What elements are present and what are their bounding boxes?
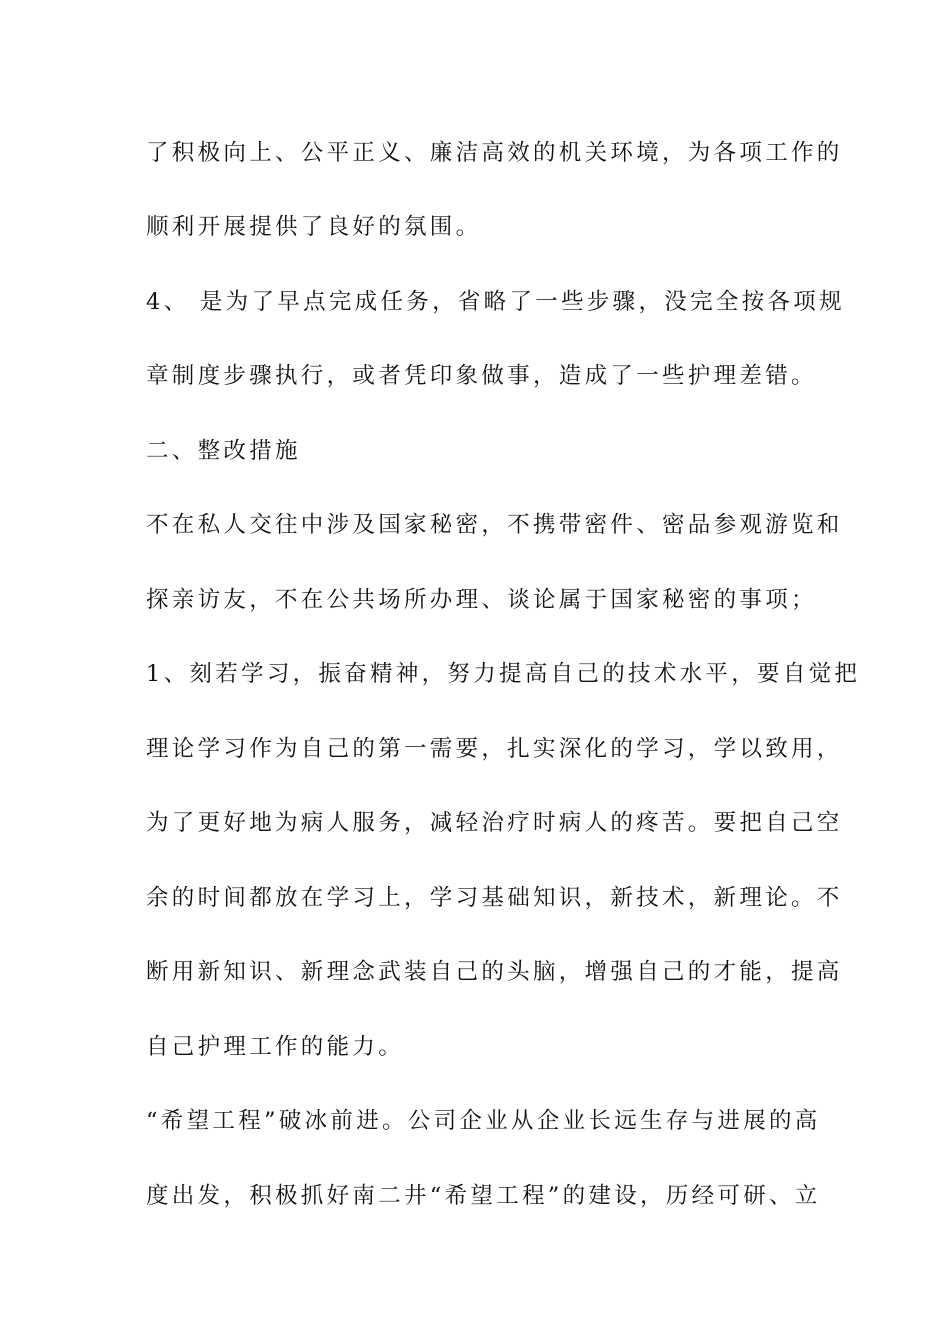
text-line: 为了更好地为病人服务，减轻治疗时病人的疼苦。要把自己空 <box>146 810 843 836</box>
text-line: 不在私人交往中涉及国家秘密，不携带密件、密品参观游览和 <box>146 512 843 538</box>
text-line: 顺利开展提供了良好的氛围。 <box>146 214 482 240</box>
text-line: 章制度步骤执行，或者凭印象做事，造成了一些护理差错。 <box>146 363 817 389</box>
text-line: 度出发，积极抓好南二井“希望工程”的建设，历经可研、立 <box>146 1183 821 1209</box>
text-line: “希望工程”破冰前进。公司企业从企业长远生存与进展的高 <box>146 1108 821 1134</box>
text-line: 理论学习作为自己的第一需要，扎实深化的学习，学以致用， <box>146 736 843 762</box>
text-line: 断用新知识、新理念武装自己的头脑，增强自己的才能，提高 <box>146 959 843 985</box>
text-line: 余的时间都放在学习上，学习基础知识，新技术，新理论。不 <box>146 885 843 911</box>
text-line: 4、 是为了早点完成任务，省略了一些步骤，没完全按各项规 <box>146 289 845 315</box>
text-line: 探亲访友，不在公共场所办理、谈论属于国家秘密的事项； <box>146 587 817 613</box>
text-line: 自己护理工作的能力。 <box>146 1034 405 1060</box>
text-line: 1、刻若学习，振奋精神，努力提高自己的技术水平，要自觉把 <box>146 661 861 687</box>
section-heading: 二、整改措施 <box>146 438 301 464</box>
text-line: 了积极向上、公平正义、廉洁高效的机关环境，为各项工作的 <box>146 140 843 166</box>
